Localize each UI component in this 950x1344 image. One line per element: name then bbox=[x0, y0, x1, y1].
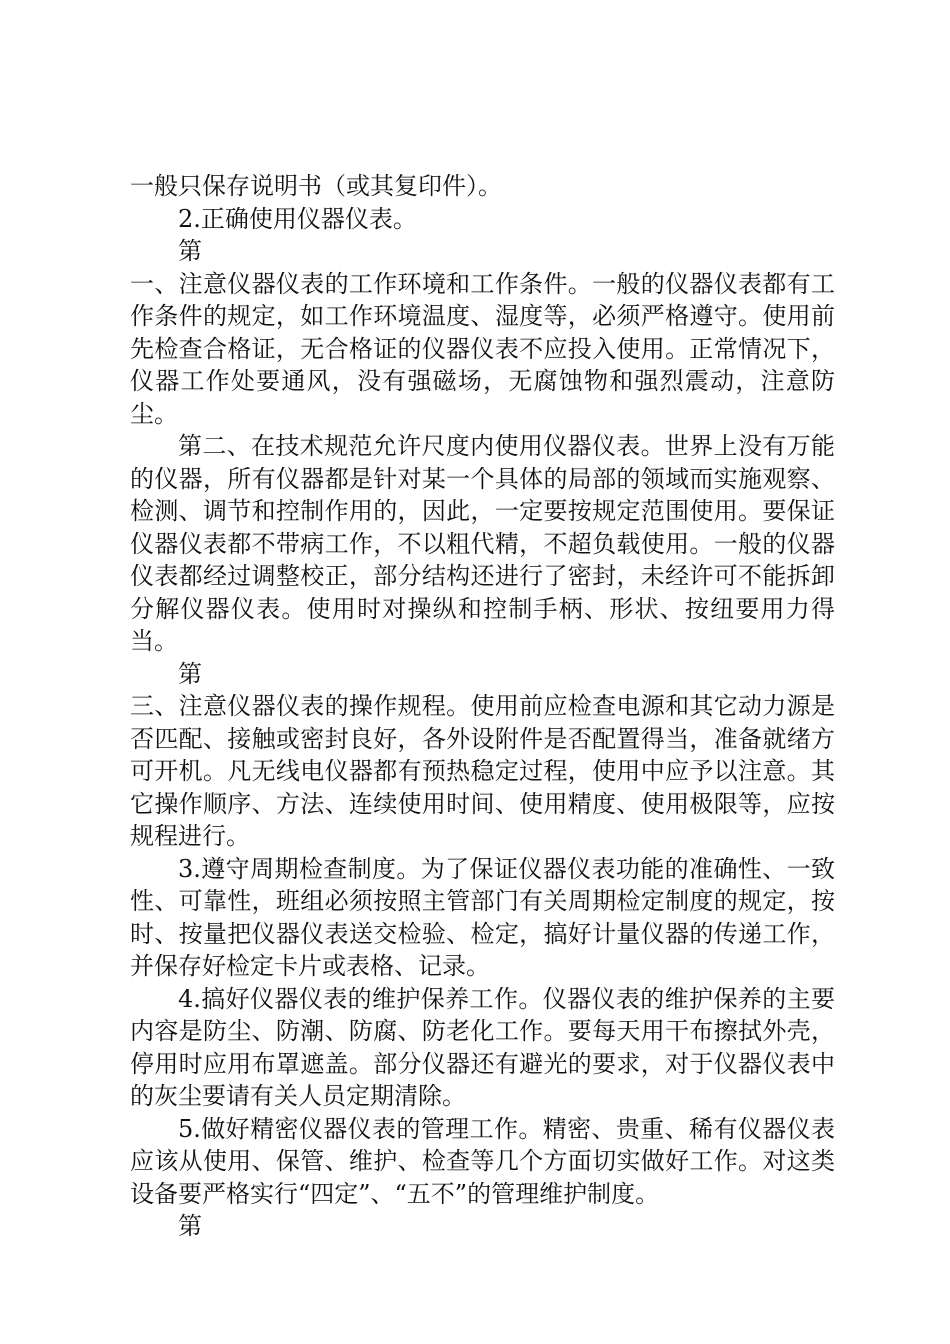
paragraph-item-2-heading: 2.正确使用仪器仪表。 bbox=[178, 204, 417, 233]
paragraph-second-point: 第二、在技术规范允许尺度内使用仪器仪表。世界上没有万能的仪器，所有仪器都是针对某一个具体的局部的领域而实施观察、检测、调节和控制作用的，因此，一定要按规定范围使用。要保证仪器仪表都不带病工作，不以粗代精，不超负载使用。一般的仪器仪表都经过调整校正，部分结构还进行了密封，未经许可不能拆卸分解仪器仪表。使用时对操纵和控制手柄、形状、按纽要用力得当。 bbox=[130, 432, 835, 655]
paragraph-third-point: 三、注意仪器仪表的操作规程。使用前应检查电源和其它动力源是否匹配、接触或密封良好，各外设附件是否配置得当，准备就绪方可开机。凡无线电仪器都有预热稳定过程，使用中应予以注意。其它操作顺序、方法、连续使用时间、使用精度、使用极限等，应按规程进行。 bbox=[130, 692, 835, 850]
paragraph-fragment-di: 第 bbox=[178, 659, 202, 688]
paragraph-continuation: 一般只保存说明书（或其复印件）。 bbox=[130, 172, 502, 200]
paragraph-item-4: 4.搞好仪器仪表的维护保养工作。仪器仪表的维护保养的主要内容是防尘、防潮、防腐、防老化工作。要每天用干布擦拭外壳，停用时应用布罩遮盖。部分仪器还有避光的要求，对于仪器仪表中的灰尘要请有关人员定期清除。 bbox=[130, 984, 835, 1110]
paragraph-item-3: 3.遵守周期检查制度。为了保证仪器仪表功能的准确性、一致性、可靠性，班组必须按照主管部门有关周期检定制度的规定，按时、按量把仪器仪表送交检验、检定，搞好计量仪器的传递工作，并保存好检定卡片或表格、记录。 bbox=[130, 854, 835, 980]
paragraph-item-5: 5.做好精密仪器仪表的管理工作。精密、贵重、稀有仪器仪表应该从使用、保管、维护、检查等几个方面切实做好工作。对这类设备要严格实行“四定”、“五不”的管理维护制度。 bbox=[130, 1114, 835, 1208]
document-body bbox=[130, 170, 835, 1243]
paragraph-first-point: 一、注意仪器仪表的工作环境和工作条件。一般的仪器仪表都有工作条件的规定，如工作环境温度、湿度等，必须严格遵守。使用前先检查合格证，无合格证的仪器仪表不应投入使用。正常情况下，仪器工作处要通风，没有强磁场，无腐蚀物和强烈震动，注意防尘。 bbox=[130, 269, 835, 428]
paragraph-fragment-di: 第 bbox=[178, 237, 202, 265]
paragraph-fragment-di: 第 bbox=[178, 1212, 202, 1240]
